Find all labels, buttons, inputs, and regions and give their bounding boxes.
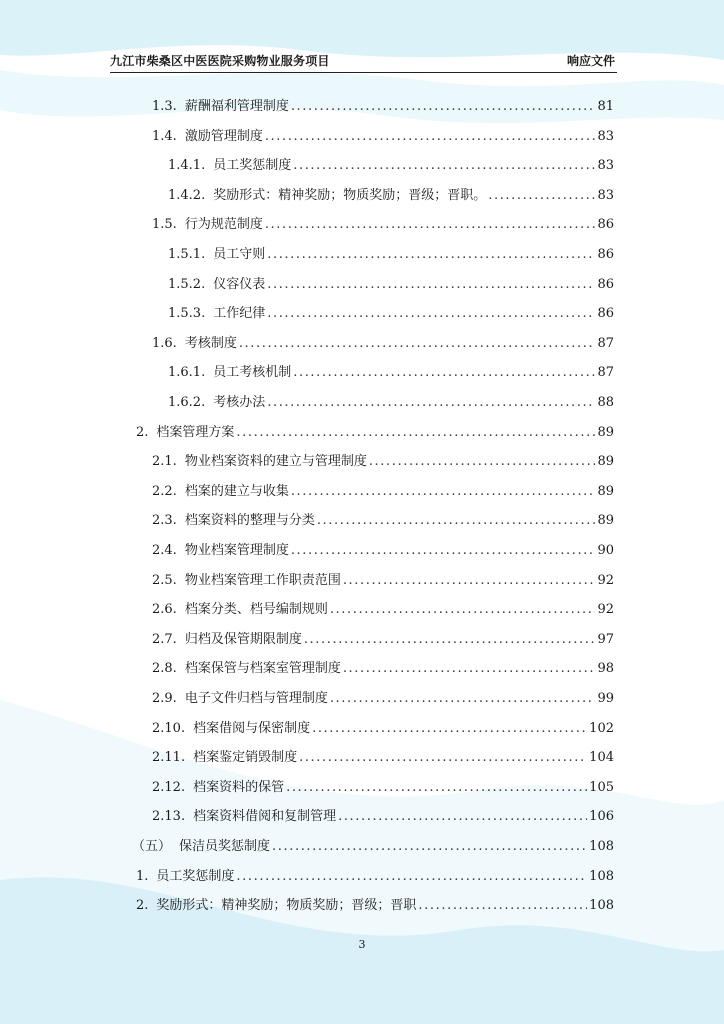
- toc-entry-page: 106: [589, 809, 614, 825]
- toc-entry-number: 2.4.: [152, 543, 177, 558]
- toc-entry-number: 1.5.: [152, 217, 177, 233]
- dot-leader: [286, 780, 587, 795]
- toc-entry[interactable]: [152, 687, 614, 707]
- toc-entry-page: 104: [589, 750, 614, 766]
- toc-entry-page: 92: [597, 602, 614, 618]
- dot-leader: [330, 602, 596, 617]
- project-title: 九江市柴桑区中医医院采购物业服务项目: [110, 54, 330, 68]
- dot-leader: [293, 158, 595, 173]
- toc-entry[interactable]: [152, 125, 614, 145]
- toc-entry[interactable]: [152, 776, 614, 796]
- toc-entry-number: 1.6.1.: [168, 365, 206, 381]
- toc-entry[interactable]: [168, 391, 614, 411]
- toc-entry-title: 档案鉴定销毁制度: [193, 750, 298, 766]
- dot-leader: [293, 365, 595, 380]
- toc-entry-number: 1.3.: [152, 99, 177, 114]
- toc-entry-page: 88: [597, 395, 614, 410]
- toc-entry-page: 92: [597, 572, 614, 588]
- dot-leader: [291, 484, 596, 499]
- toc-entry-page: 97: [597, 631, 614, 647]
- toc-entry-title: 物业档案资料的建立与管理制度: [184, 454, 367, 470]
- toc-entry-number: 2.5.: [152, 572, 177, 588]
- toc-entry-page: 83: [597, 128, 614, 144]
- dot-leader: [267, 247, 595, 262]
- toc-entry-title: 考核制度: [184, 335, 237, 351]
- toc-entry[interactable]: [168, 243, 614, 263]
- toc-entry-page: 87: [597, 365, 614, 381]
- dot-leader: [265, 217, 596, 232]
- toc-entry-title: 档案的建立与收集: [184, 483, 289, 499]
- toc-entry-title: 工作纪律: [213, 306, 266, 322]
- toc-entry[interactable]: [152, 717, 614, 737]
- toc-entry-number: 1.6.2.: [168, 395, 206, 410]
- toc-entry[interactable]: [136, 894, 614, 914]
- toc-entry-page: 99: [597, 691, 614, 706]
- toc-entry-page: 87: [597, 335, 614, 351]
- dot-leader: [304, 632, 596, 647]
- toc-entry[interactable]: [152, 332, 614, 352]
- toc-entry-page: 90: [597, 543, 614, 558]
- toc-entry-title: 员工守则: [213, 247, 266, 262]
- toc-entry-title: 考核办法: [213, 395, 266, 410]
- dot-leader: [418, 898, 587, 913]
- dot-leader: [488, 188, 595, 203]
- toc-entry-page: 89: [597, 424, 614, 440]
- toc-entry-title: 激励管理制度: [184, 128, 263, 144]
- dot-leader: [267, 306, 595, 321]
- toc-entry-number: 1.: [136, 868, 149, 884]
- toc-entry-title: 档案借阅与保密制度: [193, 720, 311, 736]
- toc-entry[interactable]: [132, 835, 614, 855]
- toc-entry-number: 2.12.: [152, 779, 186, 795]
- toc-entry-number: 2.9.: [152, 691, 177, 706]
- toc-entry[interactable]: [152, 539, 614, 559]
- dot-leader: [236, 869, 587, 884]
- toc-entry[interactable]: [152, 569, 614, 589]
- dot-leader: [338, 809, 587, 824]
- toc-entry[interactable]: [168, 302, 614, 322]
- toc-entry-page: 89: [597, 483, 614, 499]
- toc-entry[interactable]: [152, 509, 614, 529]
- dot-leader: [312, 721, 587, 736]
- toc-entry[interactable]: [168, 361, 614, 381]
- toc-entry-number: 2.: [136, 898, 149, 914]
- toc-entry-title: 行为规范制度: [184, 217, 263, 233]
- dot-leader: [299, 750, 587, 765]
- toc-entry-number: 2.1.: [152, 454, 177, 470]
- dot-leader: [343, 573, 596, 588]
- toc-entry-title: 物业档案管理工作职责范围: [184, 572, 341, 588]
- toc-entry[interactable]: [168, 273, 614, 293]
- toc-entry-title: 档案资料的整理与分类: [184, 513, 315, 529]
- toc-entry-title: 奖励形式：精神奖励；物质奖励；晋级；晋职: [156, 898, 417, 914]
- toc-entry-title: 保洁员奖惩制度: [179, 839, 271, 854]
- toc-entry-number: 2.8.: [152, 661, 177, 677]
- toc-entry[interactable]: [152, 450, 614, 470]
- document-type: 响应文件: [566, 54, 615, 68]
- toc-entry[interactable]: [152, 746, 614, 766]
- toc-entry-page: 83: [597, 158, 614, 174]
- toc-entry[interactable]: [168, 184, 614, 204]
- page-number: 3: [358, 938, 366, 951]
- toc-entry-page: 102: [589, 720, 614, 736]
- toc-entry-page: 108: [589, 868, 614, 884]
- toc-entry[interactable]: [168, 154, 614, 174]
- dot-leader: [239, 336, 596, 351]
- toc-entry-title: 归档及保管期限制度: [184, 631, 302, 647]
- toc-entry-number: 2.: [136, 424, 149, 440]
- toc-entry-number: 1.4.2.: [168, 187, 206, 203]
- toc-entry-title: 档案保管与档案室管理制度: [184, 661, 341, 677]
- toc-entry-page: 81: [597, 99, 614, 114]
- toc-entry-page: 105: [589, 779, 614, 795]
- toc-entry-number: 1.6.: [152, 335, 177, 351]
- toc-entry-page: 89: [597, 513, 614, 529]
- toc-entry-number: 2.13.: [152, 809, 186, 825]
- toc-entry-number: 1.5.2.: [168, 276, 206, 292]
- toc-entry-number: 2.11.: [152, 750, 186, 766]
- dot-leader: [317, 513, 596, 528]
- dot-leader: [291, 543, 596, 558]
- toc-entry-number: 1.4.1.: [168, 158, 206, 174]
- toc-entry-page: 86: [597, 247, 614, 262]
- dot-leader: [236, 425, 595, 440]
- toc-entry-title: 档案资料借阅和复制管理: [193, 809, 337, 825]
- toc-entry-number: 2.7.: [152, 631, 177, 647]
- toc-entry-title: 薪酬福利管理制度: [184, 99, 289, 114]
- toc-entry-page: 86: [597, 276, 614, 292]
- toc-entry-number: 2.3.: [152, 513, 177, 529]
- toc-entry[interactable]: [136, 421, 614, 441]
- dot-leader: [369, 454, 596, 469]
- toc-entry-page: 98: [597, 661, 614, 677]
- toc-entry[interactable]: [152, 213, 614, 233]
- toc-entry[interactable]: [152, 480, 614, 500]
- toc-entry[interactable]: [136, 865, 614, 885]
- dot-leader: [330, 691, 596, 706]
- toc-entry-title: 仪容仪表: [213, 276, 266, 292]
- toc-entry-page: 86: [597, 306, 614, 322]
- toc-entry[interactable]: [152, 95, 614, 115]
- toc-entry[interactable]: [152, 657, 614, 677]
- toc-entry-page: 108: [589, 898, 614, 914]
- toc-entry-number: （五）: [132, 839, 172, 854]
- dot-leader: [343, 661, 596, 676]
- toc-entry-title: 员工考核机制: [213, 365, 292, 381]
- dot-leader: [267, 277, 595, 292]
- dot-leader: [265, 129, 596, 144]
- toc-entry[interactable]: [152, 805, 614, 825]
- toc-entry-title: 物业档案管理制度: [184, 543, 289, 558]
- toc-entry-number: 1.4.: [152, 128, 177, 144]
- toc-entry-title: 员工奖惩制度: [213, 158, 292, 174]
- dot-leader: [272, 839, 587, 854]
- toc-entry-number: 2.6.: [152, 602, 177, 618]
- toc-entry-title: 奖励形式：精神奖励；物质奖励；晋级；晋职。: [213, 187, 487, 203]
- toc-entry-page: 86: [597, 217, 614, 233]
- toc-entry-page: 83: [597, 187, 614, 203]
- toc-entry-number: 1.5.1.: [168, 247, 206, 262]
- toc-entry-title: 档案资料的保管: [193, 779, 285, 795]
- toc-entry-number: 1.5.3.: [168, 306, 206, 322]
- toc-entry-title: 档案管理方案: [156, 424, 235, 440]
- toc-entry[interactable]: [152, 598, 614, 618]
- toc-entry-title: 档案分类、档号编制规则: [184, 602, 328, 618]
- page-header: [110, 44, 617, 73]
- toc-entry[interactable]: [152, 628, 614, 648]
- toc-entry-number: 2.10.: [152, 720, 186, 736]
- toc-entry-page: 89: [597, 454, 614, 470]
- toc-entry-page: 108: [589, 839, 614, 854]
- dot-leader: [267, 395, 595, 410]
- toc-entry-title: 员工奖惩制度: [156, 868, 235, 884]
- dot-leader: [291, 99, 596, 114]
- toc-entry-number: 2.2.: [152, 483, 177, 499]
- toc-entry-title: 电子文件归档与管理制度: [184, 691, 328, 706]
